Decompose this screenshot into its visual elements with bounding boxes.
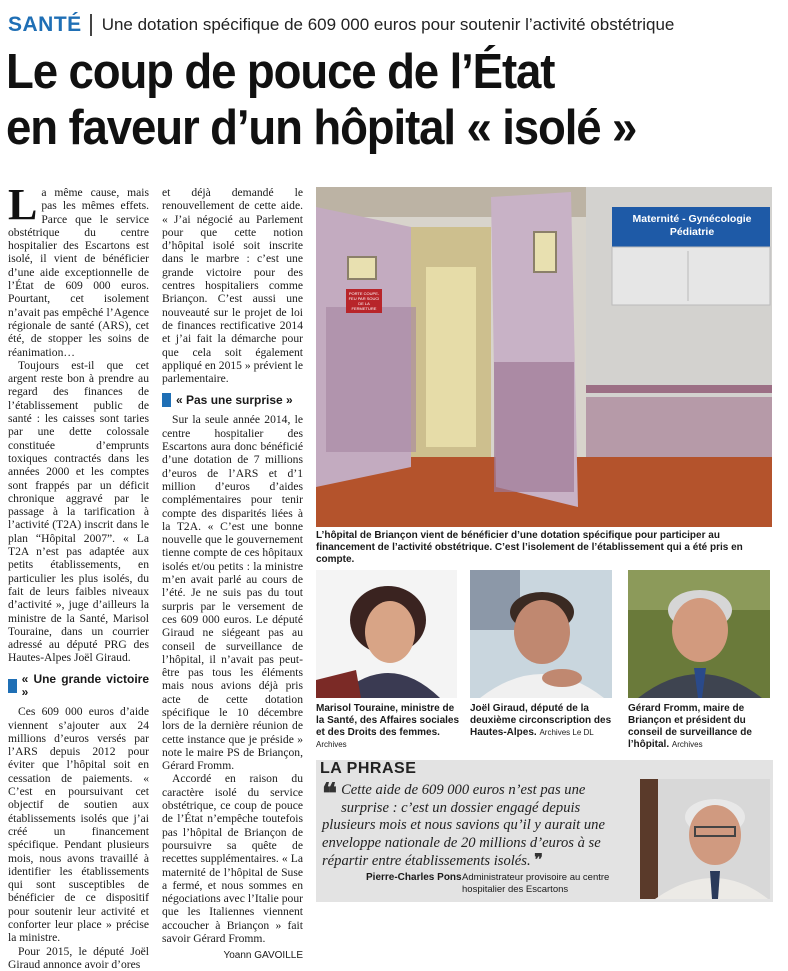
portrait-caption: Marisol Touraine, ministre de la Santé, des Affaires sociales et des Droits des femmes. Archives: [316, 703, 460, 749]
subheading: « Pas une surprise »: [162, 393, 303, 407]
portrait-photo: [628, 570, 770, 698]
main-photo-caption: L’hôpital de Briançon vient de bénéficier d’une dotation spécifique pour participer au financement de l’activité obstétrique. C’est l’isolement de l’établissement qui a été pris en compte.: [316, 530, 743, 565]
paragraph: Sur la seule année 2014, le centre hospitalier des Escartons aura donc bénéficié d’une dotation de 7 millions d’euros de l’ARS et d’1 million d’euros d’aides complémentaires pour tenir compte des disparités liées à la T2A. « C’est une bonne nouvelle que le gouvernement tienne compte de ces hôpitaux isolés et/ou petits : la ministre m’en avait parlé au cours de l’été. Je ne suis pas du tout surpris par le versement de ces 609 000 euros. Le député Giraud ne siégeant pas au conseil de surveillance de l’hôpital, il n’avait pas peut-être pas tous les éléments mais nous avions déjà pris acte de cette dotation spécifique le 10 décembre lors de la dernière réunion de cette instance que je préside » note le maire PS de Briançon, Gérard Fromm.: [162, 413, 303, 773]
paragraph: Accordé en raison du caractère isolé du service obstétrique, ce coup de pouce de l’État n’empêche toutefois pas l’hôpital de Briançon de poursuivre sa quête de recettes supplémentaires. « La maternité de l’hôpital de Suse a fermé, et nous sommes en négociations avec l’Italie pour que les Italiennes viennent accoucher à Briançon » fait savoir Gérard Fromm.: [162, 772, 303, 946]
paragraph: Pour 2015, le député Joël Giraud annonce avoir d’ores: [8, 944, 149, 971]
portrait-caption: Gérard Fromm, maire de Briançon et président du conseil de surveillance de l’hôpital. Archives: [628, 703, 752, 750]
portrait-photo: [470, 570, 612, 698]
headline-line-2: en faveur d’un hôpital « isolé »: [6, 101, 637, 155]
drop-cap: L: [8, 180, 38, 229]
byline: Yoann GAVOILLE: [223, 950, 303, 962]
photo-credit: Archives: [671, 740, 703, 749]
portrait-illustration: [316, 570, 457, 698]
portrait-illustration: [628, 570, 770, 698]
quote-author-photo: [640, 779, 770, 899]
door-sign: PORTE COUPE-FEU PAR SOUCI DE LA FERMETURE: [348, 291, 380, 311]
photo-credit: Archives Le DL: [539, 728, 594, 737]
subheading-marker: [8, 679, 17, 693]
close-quote-icon: ❞: [534, 852, 543, 869]
paragraph: et déjà demandé le renouvellement de cette aide. « J’ai négocié au Parlement pour que cette notion d’hôpital isolé soit inscrite dans le marbre : c’est une grande victoire pour des centres hospitaliers comme Briançon. C’est aussi une nouveauté sur le projet de loi de finances rectificative 2014 et j’ai fait la démarche pour que cela soit également appliqué en 2015 » prévient le parlementaire.: [162, 186, 303, 386]
headline-line-1: Le coup de pouce de l’État: [6, 45, 555, 99]
kicker-divider: [90, 14, 92, 36]
kicker: [8, 12, 674, 38]
kicker-subtitle: Une dotation spécifique de 609 000 euros pour soutenir l’activité obstétrique: [101, 15, 675, 34]
paragraph: Toujours est-il que cet argent reste bon à prendre au regard des finances de l’établissement public de santé : les caisses sont taries par une dette colossale constituée d’emprunts toxiques contractés dans les années 2000 et les comptes sont frappés par un déficit chronique aggravé par le passage à la tarification à l’activité (T2A) inscrit dans le plan “Hôpital 2007”. « La T2A n’est pas adaptée aux petits établissements, en particulier les plus isolés, du fait de leurs faibles niveaux d’activité », juge d’ailleurs la ministre de la Santé, Marisol Touraine, dans un courrier adressé au député PRG des Hautes-Alpes Joël Giraud.: [8, 358, 149, 665]
article-column-1: [8, 180, 149, 971]
paragraph: Ces 609 000 euros d’aide viennent s’ajouter aux 24 millions d’euros versés par l’ARS depuis 2012 pour éviter que l’hôpital soit en cessation de paiements. « C’est en poursuivant cet objectif de soutien aux établissements isolés que j’ai créé un financement spécifique. Pendant plusieurs mois, nous avons travaillé à identifier les établissements qui sont susceptibles de bénéficier de ce dispositif pour soutenir leur activité et conforter leur place » précise la ministre.: [8, 705, 149, 945]
hospital-corridor-photo: [316, 187, 772, 527]
department-sign: Maternité - Gynécologie Pédiatrie: [632, 213, 752, 238]
headline: [6, 44, 731, 156]
pull-quote: ❝ Cette aide de 609 000 euros n’est pas une surprise : c’est un dossier engagé depuis plusieurs mois et nous savions qu’il y aurait une enveloppe nationale de 20 millions d’euros à se répartir entre établissements isolés. ❞: [322, 778, 605, 869]
portrait-photo: [316, 570, 457, 698]
quote-box-title: LA PHRASE: [320, 760, 417, 777]
photo-credit: Archives: [316, 740, 347, 749]
section-label: SANTÉ: [8, 13, 82, 36]
portrait-caption: Joël Giraud, député de la deuxième circonscription des Hautes-Alpes. Archives Le DL: [470, 703, 612, 738]
article-column-2: [162, 186, 303, 963]
paragraph: La même cause, mais pas les mêmes effets. Parce que le service obstétrique du centre hospitalier des Escartons est isolé, il vient de bénéficier d’une aide exceptionnelle de l’État de 609 000 euros. Pourtant, cet isolement n’avait pas empêché l’Agence régionale de santé (ARS), cet été, de stopper les soins de réanimation…: [8, 180, 149, 359]
subheading: « Une grande victoire »: [8, 673, 149, 700]
quote-author: Pierre-Charles Pons: [366, 872, 462, 883]
portrait-illustration: [640, 779, 770, 899]
quote-author-role: Administrateur provisoire au centre hospitalier des Escartons: [462, 872, 610, 895]
subheading-marker: [162, 393, 171, 407]
portrait-illustration: [470, 570, 612, 698]
open-quote-icon: ❝: [322, 778, 338, 809]
